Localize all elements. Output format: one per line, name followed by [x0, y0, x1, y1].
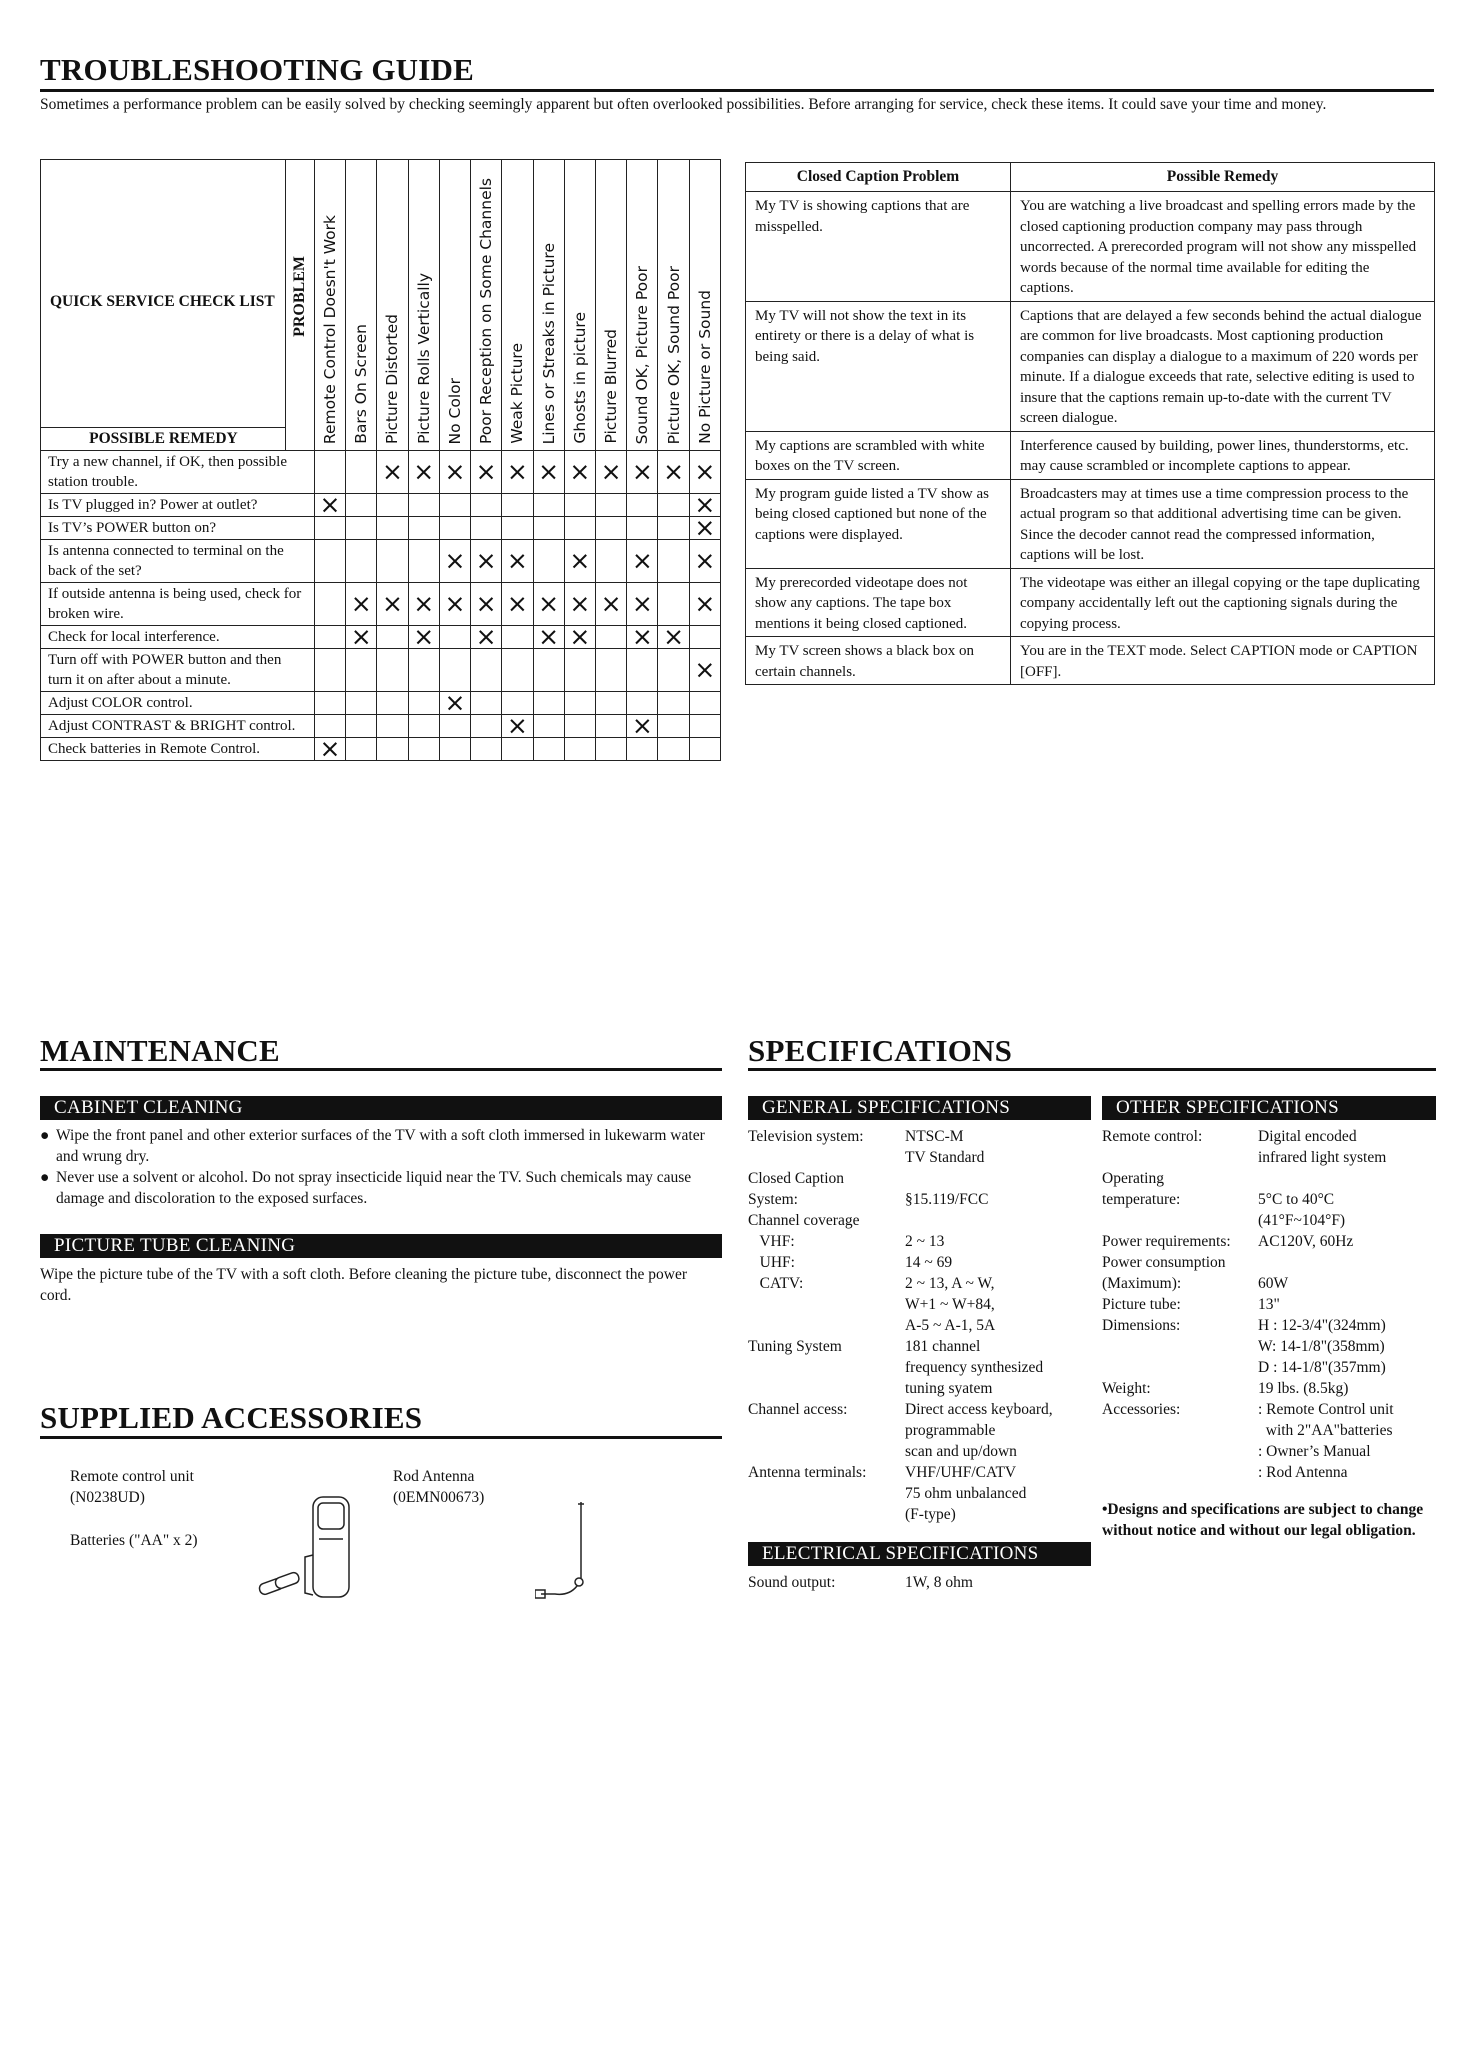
check-mark: × [377, 451, 408, 494]
cc-remedy: Captions that are delayed a few seconds behind the actual dialogue are common for live broadcasts. Most captioning production companies can display a dialogue to a maximum of 220 words per minute. If a dialogue exceeds that rate, selective editing is used to insure that the captions remain up-to-date with the current TV screen dialogue. [1011, 301, 1435, 431]
empty-cell [346, 494, 377, 517]
empty-cell [346, 517, 377, 540]
empty-cell [658, 692, 689, 715]
problem-header: Picture Distorted [377, 160, 408, 451]
spec-value: H : 12-3/4"(324mm) W: 14-1/8"(358mm) D : 14-1/8"(357mm) [1258, 1317, 1386, 1376]
check-mark: × [564, 451, 595, 494]
specs-note: •Designs and specifications are subject to change without notice and without our legal obligation. [1102, 1501, 1424, 1539]
spec-row [748, 1252, 1088, 1273]
spec-label: Sound output: [748, 1574, 836, 1591]
empty-cell [533, 649, 564, 692]
empty-cell [314, 451, 345, 494]
table-row [746, 431, 1435, 479]
spec-label: Channel coverage [748, 1212, 860, 1229]
spec-value: 1W, 8 ohm [905, 1574, 973, 1591]
empty-cell [439, 494, 470, 517]
bullet-icon: ● [40, 1127, 50, 1144]
remedy-text: Is TV plugged in? Power at outlet? [41, 494, 315, 517]
spec-value: AC120V, 60Hz [1258, 1233, 1354, 1250]
empty-cell [689, 626, 720, 649]
table-row [41, 715, 721, 738]
spec-label: Antenna terminals: [748, 1464, 867, 1481]
cc-header-remedy: Possible Remedy [1011, 163, 1435, 192]
spec-label: Remote control: [1102, 1128, 1203, 1145]
check-mark: × [502, 583, 533, 626]
spec-value: 2 ~ 13, A ~ W, W+1 ~ W+84, A-5 ~ A-1, 5A [905, 1275, 996, 1334]
table-row [746, 568, 1435, 637]
table-row [746, 637, 1435, 685]
empty-cell [595, 517, 626, 540]
empty-cell [408, 517, 439, 540]
remote-control-icon [305, 1497, 349, 1597]
check-mark: × [689, 649, 720, 692]
spec-row [1102, 1252, 1438, 1294]
remedy-text: Check batteries in Remote Control. [41, 738, 315, 761]
troubleshooting-intro: Sometimes a performance problem can be easily solved by checking seemingly apparent but often overlooked possibilities. Before arranging for service, check these items. It could save your time and money. [40, 96, 1327, 113]
spec-value: 181 channel frequency synthesized tuning syatem [905, 1338, 1044, 1397]
empty-cell [377, 715, 408, 738]
empty-cell [346, 692, 377, 715]
table-row [746, 192, 1435, 302]
general-specs-list [748, 1126, 1088, 1525]
check-mark: × [502, 715, 533, 738]
check-mark: × [314, 494, 345, 517]
empty-cell [658, 738, 689, 761]
other-specs-bar: OTHER SPECIFICATIONS [1102, 1096, 1436, 1120]
empty-cell [377, 540, 408, 583]
empty-cell [689, 738, 720, 761]
check-mark: × [595, 583, 626, 626]
check-mark: × [471, 451, 502, 494]
spec-label: Power requirements: [1102, 1233, 1231, 1250]
spec-row [748, 1462, 1088, 1525]
cc-problem: My TV screen shows a black box on certain channels. [746, 637, 1011, 685]
empty-cell [658, 715, 689, 738]
empty-cell [564, 738, 595, 761]
empty-cell [533, 692, 564, 715]
empty-cell [408, 715, 439, 738]
check-mark: × [439, 692, 470, 715]
check-mark: × [471, 540, 502, 583]
list-item: ● Wipe the front panel and other exterior surfaces of the TV with a soft cloth immersed in lukewarm water and wrung dry. [40, 1127, 705, 1165]
check-mark: × [627, 451, 658, 494]
check-mark: × [595, 451, 626, 494]
problem-header: Remote Control Doesn't Work [314, 160, 345, 451]
remedy-text: Is TV’s POWER button on? [41, 517, 315, 540]
empty-cell [408, 692, 439, 715]
spec-row [1102, 1168, 1438, 1231]
spec-label: Power consumption (Maximum): [1102, 1254, 1226, 1292]
empty-cell [377, 517, 408, 540]
check-mark: × [533, 626, 564, 649]
check-mark: × [658, 451, 689, 494]
cc-remedy: You are in the TEXT mode. Select CAPTION mode or CAPTION [OFF]. [1011, 637, 1435, 685]
check-mark: × [408, 583, 439, 626]
empty-cell [439, 626, 470, 649]
check-mark: × [627, 583, 658, 626]
table-row [746, 479, 1435, 568]
table-row [41, 517, 721, 540]
list-item: ● Never use a solvent or alcohol. Do not spray insecticide liquid near the TV. Such chemicals may cause damage and discoloration to the exposed surfaces. [40, 1169, 692, 1207]
accessories-title: SUPPLIED ACCESSORIES [40, 1400, 423, 1435]
empty-cell [658, 540, 689, 583]
remote-batteries-illustration [255, 1495, 365, 1610]
troubleshooting-title: TROUBLESHOOTING GUIDE [40, 52, 474, 87]
empty-cell [346, 451, 377, 494]
check-mark: × [439, 451, 470, 494]
spec-label: Closed Caption System: [748, 1170, 845, 1208]
empty-cell [471, 738, 502, 761]
empty-cell [377, 738, 408, 761]
spec-row [1102, 1294, 1438, 1315]
spec-row [748, 1572, 1088, 1593]
check-mark: × [689, 540, 720, 583]
problem-label: PROBLEM [290, 256, 308, 337]
empty-cell [533, 494, 564, 517]
empty-cell [595, 649, 626, 692]
empty-cell [439, 715, 470, 738]
rod-antenna-icon [535, 1500, 605, 1605]
check-mark: × [502, 540, 533, 583]
spec-row [748, 1273, 1088, 1336]
empty-cell [502, 626, 533, 649]
empty-cell [658, 494, 689, 517]
check-mark: × [627, 626, 658, 649]
remedy-text: Check for local interference. [41, 626, 315, 649]
empty-cell [627, 517, 658, 540]
cc-remedy: The videotape was either an illegal copying or the tape duplicating company accidentally left out the captioning signals during the copying process. [1011, 568, 1435, 637]
spec-row [1102, 1315, 1438, 1378]
problem-header: Picture Rolls Vertically [408, 160, 439, 451]
check-mark: × [471, 583, 502, 626]
check-mark: × [564, 583, 595, 626]
cc-problem: My TV will not show the text in its entirety or there is a delay of what is being said. [746, 301, 1011, 431]
cabinet-cleaning-bar: CABINET CLEANING [40, 1096, 722, 1120]
empty-cell [346, 738, 377, 761]
spec-row [748, 1126, 1088, 1168]
check-mark: × [314, 738, 345, 761]
remedy-text: If outside antenna is being used, check for broken wire. [41, 583, 315, 626]
empty-cell [439, 738, 470, 761]
picture-tube-cleaning-bar: PICTURE TUBE CLEANING [40, 1234, 722, 1258]
empty-cell [658, 517, 689, 540]
empty-cell [564, 517, 595, 540]
spec-label: Dimensions: [1102, 1317, 1181, 1334]
spec-value: NTSC-M TV Standard [905, 1128, 985, 1166]
check-mark: × [471, 626, 502, 649]
empty-cell [595, 540, 626, 583]
battery-icon [258, 1571, 300, 1596]
empty-cell [314, 692, 345, 715]
checklist-title-cell [41, 160, 315, 451]
remedy-text: Adjust CONTRAST & BRIGHT control. [41, 715, 315, 738]
remote-label: Remote control unit (N0238UD) [70, 1468, 194, 1506]
check-mark: × [564, 540, 595, 583]
title-rule [40, 89, 1434, 92]
problem-header: Sound OK, Picture Poor [627, 160, 658, 451]
problem-header: Poor Reception on Some Channels [471, 160, 502, 451]
spec-value: 19 lbs. (8.5kg) [1258, 1380, 1349, 1397]
check-mark: × [658, 626, 689, 649]
spec-value: 13" [1258, 1296, 1280, 1313]
spec-row [748, 1336, 1088, 1399]
empty-cell [533, 517, 564, 540]
check-mark: × [439, 540, 470, 583]
table-row [41, 540, 721, 583]
table-row [41, 738, 721, 761]
empty-cell [408, 494, 439, 517]
empty-cell [346, 540, 377, 583]
empty-cell [471, 715, 502, 738]
spec-value: 60W [1258, 1275, 1289, 1292]
spec-row [748, 1231, 1088, 1252]
empty-cell [595, 626, 626, 649]
empty-cell [377, 626, 408, 649]
empty-cell [346, 649, 377, 692]
spec-value: : Remote Control unit with 2"AA"batteries : Owner’s Manual : Rod Antenna [1258, 1401, 1394, 1481]
remedy-text: Adjust COLOR control. [41, 692, 315, 715]
empty-cell [595, 715, 626, 738]
checklist-title: QUICK SERVICE CHECK LIST [50, 293, 275, 310]
problem-header: Picture Blurred [595, 160, 626, 451]
check-mark: × [689, 451, 720, 494]
spec-row [1102, 1126, 1438, 1168]
empty-cell [658, 649, 689, 692]
check-mark: × [408, 451, 439, 494]
table-row [41, 649, 721, 692]
cc-problem: My prerecorded videotape does not show any captions. The tape box mentions it being closed captioned. [746, 568, 1011, 637]
accessories-rule [40, 1436, 722, 1439]
empty-cell [627, 494, 658, 517]
problem-header: Bars On Screen [346, 160, 377, 451]
empty-cell [533, 540, 564, 583]
spec-label: Television system: [748, 1128, 864, 1145]
problem-header: No Picture or Sound [689, 160, 720, 451]
other-specs-list [1102, 1126, 1438, 1483]
empty-cell [627, 738, 658, 761]
empty-cell [377, 494, 408, 517]
empty-cell [377, 692, 408, 715]
empty-cell [471, 517, 502, 540]
spec-label: Picture tube: [1102, 1296, 1181, 1313]
empty-cell [408, 738, 439, 761]
empty-cell [595, 692, 626, 715]
spec-label: Tuning System [748, 1338, 842, 1355]
remedy-text: Turn off with POWER button and then turn it on after about a minute. [41, 649, 315, 692]
empty-cell [377, 649, 408, 692]
empty-cell [595, 494, 626, 517]
empty-cell [439, 517, 470, 540]
cabinet-cleaning-list [40, 1125, 720, 1209]
table-row [41, 451, 721, 494]
cc-remedy: You are watching a live broadcast and spelling errors made by the closed captioning production company may pass through uncorrected. A prerecorded program will not show any misspelled words because of the normal time available for editing the captions. [1011, 192, 1435, 302]
empty-cell [564, 715, 595, 738]
antenna-label: Rod Antenna (0EMN00673) [393, 1468, 485, 1506]
empty-cell [314, 626, 345, 649]
empty-cell [502, 649, 533, 692]
check-mark: × [627, 715, 658, 738]
check-mark: × [533, 583, 564, 626]
empty-cell [314, 583, 345, 626]
picture-tube-text: Wipe the picture tube of the TV with a soft cloth. Before cleaning the picture tube, disconnect the power cord. [40, 1266, 688, 1304]
check-mark: × [502, 451, 533, 494]
spec-label: Channel access: [748, 1401, 848, 1418]
check-mark: × [689, 583, 720, 626]
table-row [41, 626, 721, 649]
empty-cell [471, 494, 502, 517]
specifications-title: SPECIFICATIONS [748, 1033, 1013, 1068]
specifications-rule [748, 1068, 1436, 1071]
table-row [41, 583, 721, 626]
spec-label: UHF: [748, 1254, 795, 1271]
spec-value: 2 ~ 13 [905, 1233, 945, 1250]
cc-problem: My TV is showing captions that are misspelled. [746, 192, 1011, 302]
cc-problem: My program guide listed a TV show as being closed captioned but none of the captions were displayed. [746, 479, 1011, 568]
empty-cell [533, 715, 564, 738]
spec-value: §15.119/FCC [905, 1191, 989, 1208]
problem-header: Lines or Streaks in Picture [533, 160, 564, 451]
empty-cell [564, 649, 595, 692]
possible-remedy-header: POSSIBLE REMEDY [41, 427, 286, 450]
closed-caption-table [745, 162, 1435, 685]
empty-cell [408, 540, 439, 583]
empty-cell [658, 583, 689, 626]
check-mark: × [533, 451, 564, 494]
empty-cell [533, 738, 564, 761]
empty-cell [564, 692, 595, 715]
problem-header: Ghosts in picture [564, 160, 595, 451]
empty-cell [502, 494, 533, 517]
spec-label: CATV: [748, 1275, 804, 1292]
bullet-icon: ● [40, 1169, 50, 1186]
table-row [746, 301, 1435, 431]
spec-row [1102, 1231, 1438, 1252]
table-row [41, 692, 721, 715]
empty-cell [689, 715, 720, 738]
empty-cell [314, 649, 345, 692]
empty-cell [595, 738, 626, 761]
electrical-specs-list [748, 1572, 1088, 1593]
batteries-label: Batteries ("AA" x 2) [70, 1532, 198, 1549]
empty-cell [346, 715, 377, 738]
cc-problem: My captions are scrambled with white boxes on the TV screen. [746, 431, 1011, 479]
empty-cell [689, 692, 720, 715]
remedy-text: Try a new channel, if OK, then possible station trouble. [41, 451, 315, 494]
check-mark: × [689, 494, 720, 517]
spec-row [748, 1399, 1088, 1462]
table-row [41, 494, 721, 517]
check-mark: × [627, 540, 658, 583]
problem-header: Picture OK, Sound Poor [658, 160, 689, 451]
check-mark: × [377, 583, 408, 626]
empty-cell [564, 494, 595, 517]
spec-value: 5°C to 40°C (41°F~104°F) [1258, 1191, 1346, 1229]
spec-label: VHF: [748, 1233, 795, 1250]
empty-cell [439, 649, 470, 692]
check-mark: × [408, 626, 439, 649]
spec-row [748, 1168, 1088, 1210]
cc-header-problem: Closed Caption Problem [746, 163, 1011, 192]
quick-service-table [40, 159, 721, 761]
check-mark: × [346, 583, 377, 626]
empty-cell [314, 540, 345, 583]
empty-cell [502, 517, 533, 540]
empty-cell [502, 738, 533, 761]
remedy-text: Is antenna connected to terminal on the back of the set? [41, 540, 315, 583]
empty-cell [627, 649, 658, 692]
cc-remedy: Broadcasters may at times use a time compression process to the actual program so that additional advertising time can be given. Since the decoder cannot read the compressed information, captions will be lost. [1011, 479, 1435, 568]
spec-value: Direct access keyboard, programmable scan and up/down [905, 1401, 1053, 1460]
spec-value: Digital encoded infrared light system [1258, 1128, 1387, 1166]
empty-cell [471, 649, 502, 692]
check-mark: × [564, 626, 595, 649]
electrical-specs-bar: ELECTRICAL SPECIFICATIONS [748, 1542, 1091, 1566]
spec-label: Operating temperature: [1102, 1170, 1181, 1208]
maintenance-title: MAINTENANCE [40, 1033, 280, 1068]
maintenance-rule [40, 1068, 722, 1071]
cc-remedy: Interference caused by building, power lines, thunderstorms, etc. may cause scrambled or incomplete captions to appear. [1011, 431, 1435, 479]
check-mark: × [346, 626, 377, 649]
empty-cell [471, 692, 502, 715]
general-specs-bar: GENERAL SPECIFICATIONS [748, 1096, 1091, 1120]
problem-header: Weak Picture [502, 160, 533, 451]
spec-row [748, 1210, 1088, 1231]
problem-header: No Color [439, 160, 470, 451]
spec-row [1102, 1399, 1438, 1483]
spec-row [1102, 1378, 1438, 1399]
check-mark: × [439, 583, 470, 626]
check-mark: × [689, 517, 720, 540]
spec-value: 14 ~ 69 [905, 1254, 953, 1271]
empty-cell [408, 649, 439, 692]
spec-label: Accessories: [1102, 1401, 1181, 1418]
spec-label: Weight: [1102, 1380, 1151, 1397]
spec-value: VHF/UHF/CATV 75 ohm unbalanced (F-type) [905, 1464, 1027, 1523]
empty-cell [314, 517, 345, 540]
